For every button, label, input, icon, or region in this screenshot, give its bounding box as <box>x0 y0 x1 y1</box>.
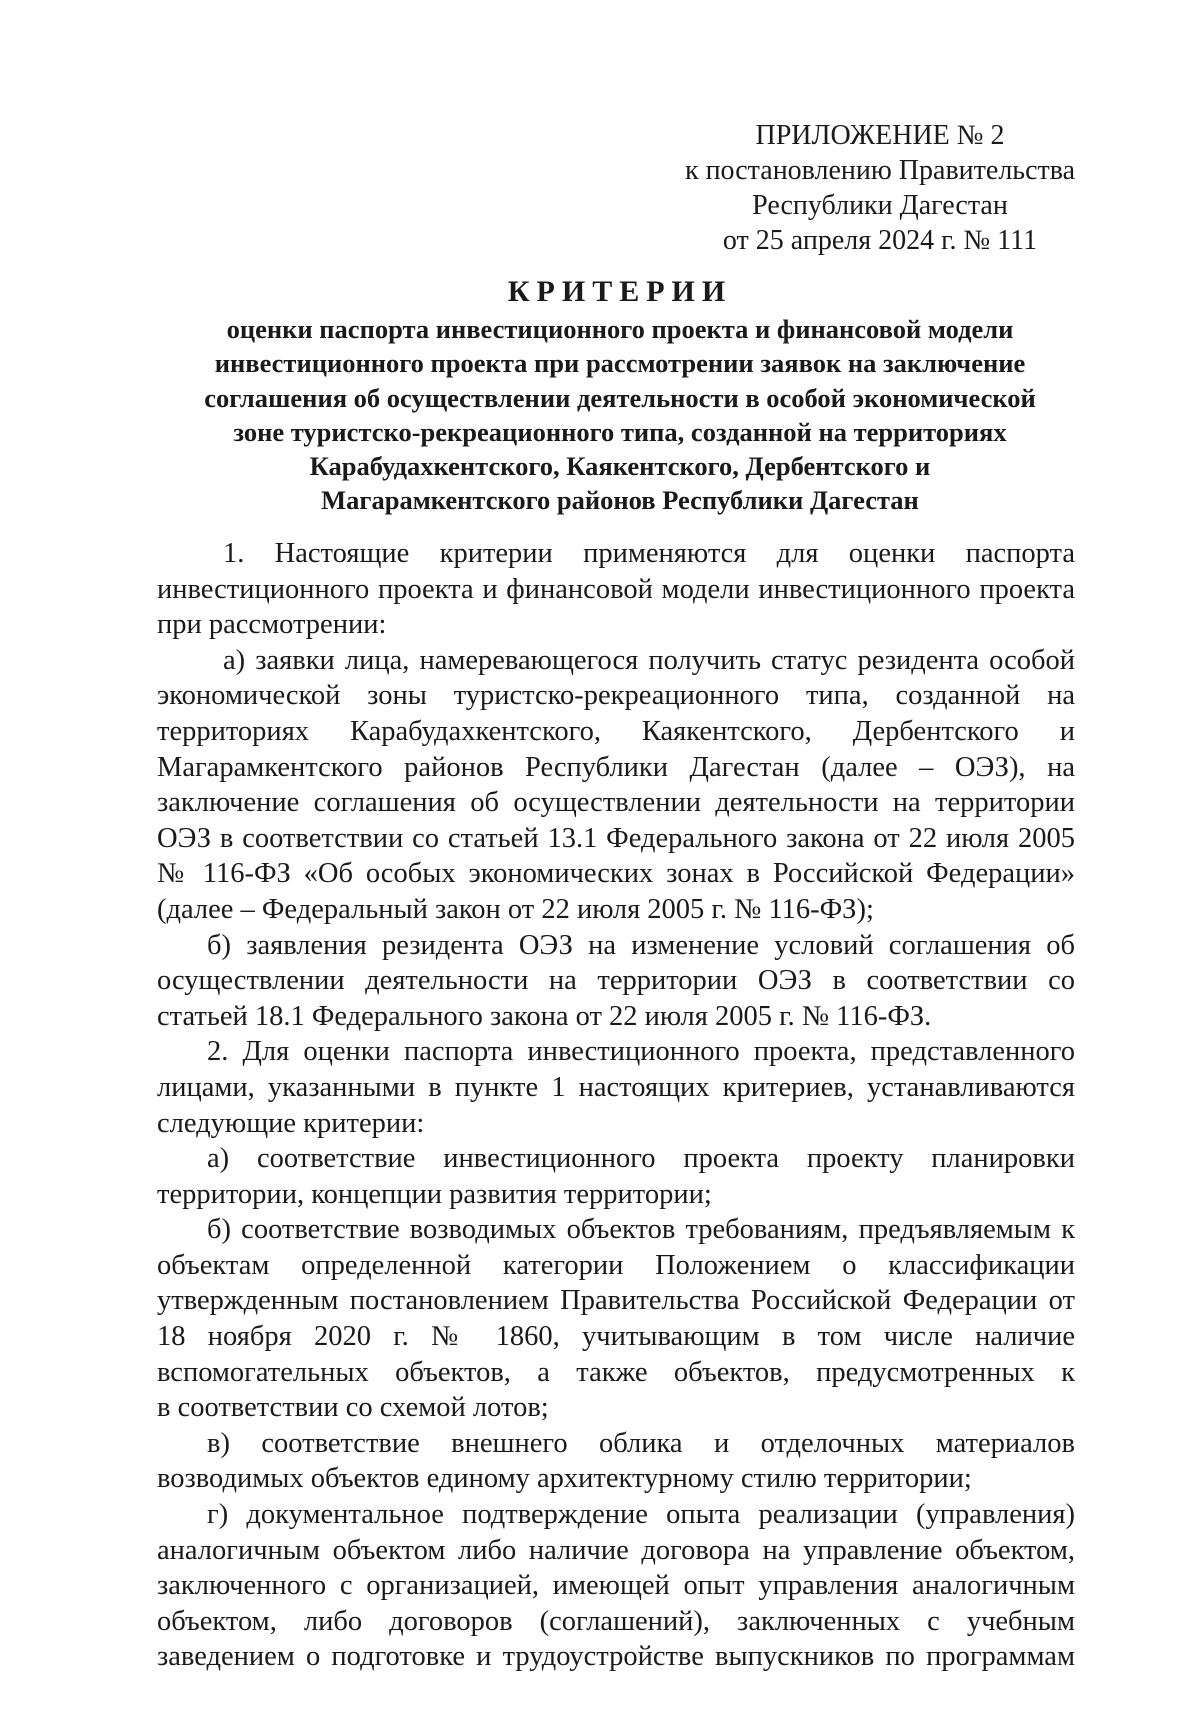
title-line: Магарамкентского районов Республики Дагестан <box>321 485 919 516</box>
body-line: г) документальное подтверждение опыта реализации (управления) <box>207 1499 1075 1531</box>
body-line: объектам определенной категории Положением о классификации <box>157 1249 1075 1281</box>
body-line: 18 ноября 2020 г. № 1860, учитывающим в том числе наличие <box>157 1321 1075 1353</box>
body-line: следующие критерии: <box>157 1107 425 1139</box>
body-line: территории, концепции развития территории; <box>157 1178 712 1210</box>
body-line: осуществлении деятельности на территории ОЭЗ в соответствии со <box>157 965 1075 997</box>
body-line: б) соответствие возводимых объектов требованиям, предъявляемым к <box>207 1214 1075 1246</box>
body-line: статьей 18.1 Федерального закона от 22 июля 2005 г. № 116-ФЗ. <box>157 1000 932 1032</box>
body-line: инвестиционного проекта и финансовой модели инвестиционного проекта <box>157 573 1075 605</box>
appendix-republic: Республики Дагестан <box>752 190 1008 221</box>
title-line: зоне туристско-рекреационного типа, созданной на территориях <box>233 416 1007 447</box>
title-line: инвестиционного проекта при рассмотрении заявок на заключение <box>214 348 1026 379</box>
body-line: заведением о подготовке и трудоустройстве выпускников по программам <box>157 1641 1075 1673</box>
appendix-header <box>660 118 1100 258</box>
body-line: 1. Настоящие критерии применяются для оценки паспорта <box>223 538 1075 569</box>
body-line: вспомогательных объектов, а также объектов, предусмотренных к <box>157 1356 1075 1388</box>
body-line: заключенного с организацией, имеющей опыт управления аналогичным <box>157 1570 1075 1602</box>
body-line: аналогичным объектом либо наличие договора на управление объектом, <box>157 1534 1075 1566</box>
body-line: объектом, либо договоров (соглашений), заключенных с учебным <box>157 1605 1075 1637</box>
body-line: заключение соглашения об осуществлении деятельности на территории <box>157 787 1075 819</box>
body-line: экономической зоны туристско-рекреационного типа, созданной на <box>157 680 1075 712</box>
appendix-resolution-ref: к постановлению Правительства <box>684 155 1076 186</box>
title-line: оценки паспорта инвестиционного проекта и финансовой модели <box>226 314 1014 344</box>
body-line: а) заявки лица, намеревающегося получить статус резидента особой <box>223 644 1075 676</box>
appendix-date: от 25 апреля 2024 г. № 111 <box>722 225 1038 256</box>
document-heading <box>140 272 1100 518</box>
body-line: б) заявления резидента ОЭЗ на изменение условий соглашения об <box>207 929 1075 961</box>
body-line: (далее – Федеральный закон от 22 июля 2005 г. № 116-ФЗ); <box>157 893 874 925</box>
body-line: в соответствии со схемой лотов; <box>157 1392 549 1424</box>
title-line: Карабудахкентского, Каякентского, Дербентского и <box>309 451 931 482</box>
body-line: территориях Карабудахкентского, Каякентского, Дербентского и <box>157 715 1075 747</box>
body-line: ОЭЗ в соответствии со статьей 13.1 Федерального закона от 22 июля 2005 <box>157 822 1075 854</box>
body-line: Магарамкентского районов Республики Дагестан (далее – ОЭЗ), на <box>157 751 1075 783</box>
body-line: 2. Для оценки паспорта инвестиционного проекта, представленного <box>207 1036 1075 1068</box>
appendix-number: ПРИЛОЖЕНИЕ № 2 <box>755 120 1005 151</box>
body-line: при рассмотрении: <box>157 609 387 641</box>
body-line: а) соответствие инвестиционного проекта проекту планировки <box>207 1143 1075 1175</box>
body-line: возводимых объектов единому архитектурному стилю территории; <box>157 1463 972 1495</box>
title-line: соглашения об осуществлении деятельности в особой экономической <box>204 382 1036 413</box>
body-line: утвержденным постановлением Правительства Российской Федерации от <box>157 1285 1075 1317</box>
body-line: в) соответствие внешнего облика и отделочных материалов <box>207 1427 1075 1459</box>
document-body <box>157 536 1075 1675</box>
body-line: № 116-ФЗ «Об особых экономических зонах в Российской Федерации» <box>157 858 1075 890</box>
body-line: лицами, указанными в пункте 1 настоящих критериев, устанавливаются <box>157 1071 1075 1103</box>
document-kicker: КРИТЕРИИ <box>507 275 733 308</box>
